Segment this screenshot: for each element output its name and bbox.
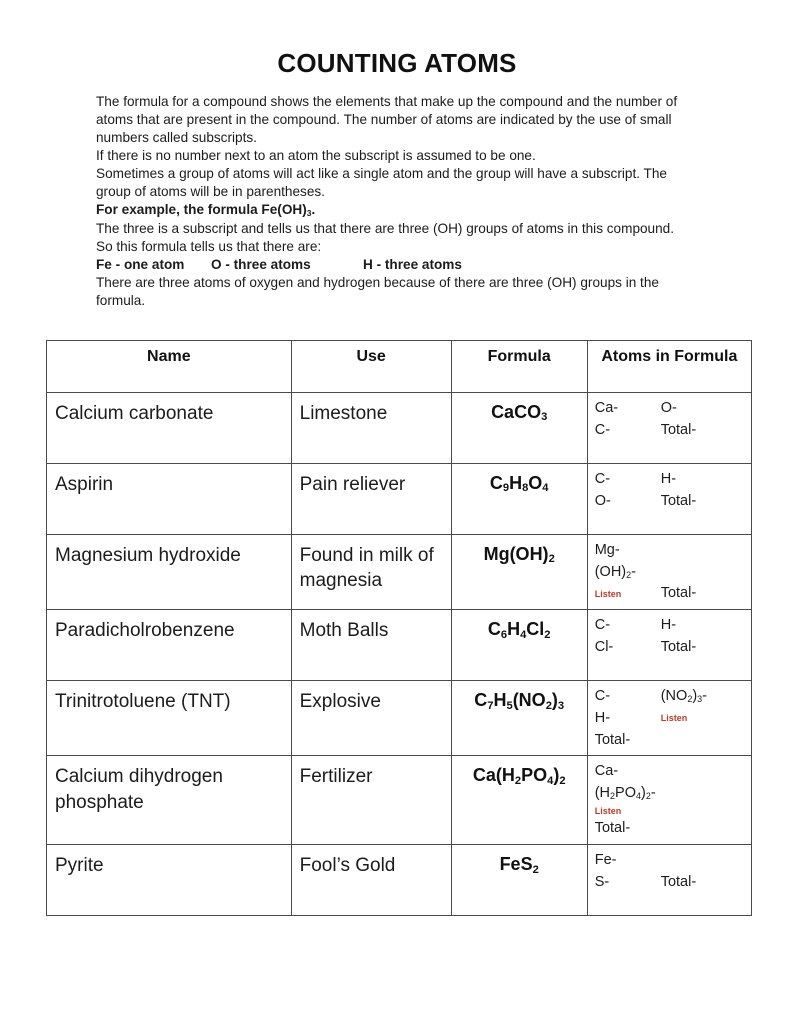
atoms-cell bbox=[587, 610, 751, 681]
atom-line bbox=[595, 637, 747, 659]
atom-count-label: Mg- bbox=[594, 541, 620, 558]
table-row bbox=[47, 610, 752, 681]
listen-link[interactable]: Listen bbox=[594, 805, 622, 816]
atom-count-label: H- bbox=[660, 470, 677, 487]
intro-paragraph-2: If there is no number next to an atom the subscript is assumed to be one. bbox=[96, 148, 536, 164]
atom-line bbox=[595, 783, 747, 805]
header-atoms-in-formula: Atoms in Formula bbox=[587, 340, 751, 392]
atom-count-label: Total- bbox=[660, 638, 697, 655]
atom-count-label: C- bbox=[594, 617, 611, 634]
atom-count-label: $(NO_2)_3-$ bbox=[660, 688, 707, 705]
atom-line bbox=[595, 540, 747, 562]
atom-line bbox=[595, 730, 747, 752]
atom-count-label: $(OH)_2-$ bbox=[594, 563, 636, 580]
atom-count-label: Total- bbox=[660, 585, 697, 602]
atom-count-label: Total- bbox=[660, 492, 697, 509]
atom-count-label: C- bbox=[594, 688, 611, 705]
atom-line bbox=[595, 805, 747, 819]
listen-link[interactable]: Listen bbox=[660, 713, 688, 724]
compound-name: Pyrite bbox=[47, 845, 292, 916]
compound-use: Explosive bbox=[291, 681, 451, 756]
compound-table-body bbox=[47, 392, 752, 915]
compound-formula: $C_6H_4Cl_2$ bbox=[451, 610, 587, 681]
intro-section bbox=[96, 93, 688, 310]
atom-line bbox=[595, 398, 747, 420]
intro-paragraph-1: The formula for a compound shows the elements that make up the compound and the number of atoms that are present in the compound. The number of atoms are indicated by the use of small numbers called subscripts. bbox=[96, 94, 678, 146]
atom-line bbox=[595, 761, 747, 783]
intro-paragraph-3: Sometimes a group of atoms will act like a single atom and the group will have a subscript. The group of atoms will be in parentheses. bbox=[96, 166, 667, 200]
table-row bbox=[47, 392, 752, 463]
atom-line bbox=[595, 818, 747, 840]
atoms-cell bbox=[587, 756, 751, 845]
compound-name: Calcium dihydrogen phosphate bbox=[47, 756, 292, 845]
compound-use: Fertilizer bbox=[291, 756, 451, 845]
compound-use: Moth Balls bbox=[291, 610, 451, 681]
atom-count-label: C- bbox=[594, 421, 611, 438]
atom-line bbox=[595, 583, 747, 605]
atoms-cell bbox=[587, 534, 751, 609]
atom-line bbox=[595, 708, 747, 730]
atom-line bbox=[595, 615, 747, 637]
atom-count-label: Cl- bbox=[594, 638, 614, 655]
atoms-cell bbox=[587, 681, 751, 756]
header-formula: Formula bbox=[451, 340, 587, 392]
atom-count-label: Fe- bbox=[594, 852, 617, 869]
table-row bbox=[47, 756, 752, 845]
atom-line bbox=[595, 562, 747, 584]
atom-line bbox=[595, 420, 747, 442]
compound-name: Trinitrotoluene (TNT) bbox=[47, 681, 292, 756]
atom-count-label: H- bbox=[660, 617, 677, 634]
atom-count-label: O- bbox=[594, 492, 611, 509]
atom-count-label: Ca- bbox=[594, 763, 619, 780]
table-row bbox=[47, 463, 752, 534]
atom-count-label: Total- bbox=[660, 421, 697, 438]
example-atom-count: O - three atoms bbox=[211, 256, 311, 272]
atom-count-label: H- bbox=[594, 709, 611, 726]
compound-name: Magnesium hydroxide bbox=[47, 534, 292, 609]
compound-use: Fool’s Gold bbox=[291, 845, 451, 916]
table-row bbox=[47, 845, 752, 916]
table-header-row bbox=[47, 340, 752, 392]
header-use: Use bbox=[291, 340, 451, 392]
compound-use: Found in milk of magnesia bbox=[291, 534, 451, 609]
table-row bbox=[47, 534, 752, 609]
atom-line bbox=[595, 491, 747, 513]
compound-name: Paradicholrobenzene bbox=[47, 610, 292, 681]
compound-use: Pain reliever bbox=[291, 463, 451, 534]
atom-line bbox=[595, 469, 747, 491]
compound-name: Calcium carbonate bbox=[47, 392, 292, 463]
atoms-cell bbox=[587, 463, 751, 534]
compound-formula: $C_7H_5(NO_2)_3$ bbox=[451, 681, 587, 756]
intro-paragraph-6: So this formula tells us that there are: bbox=[96, 238, 322, 254]
atom-count-label: S- bbox=[594, 873, 610, 890]
atom-count-label: Total- bbox=[660, 873, 697, 890]
compound-formula: $C_9H_8O_4$ bbox=[451, 463, 587, 534]
atoms-cell bbox=[587, 392, 751, 463]
page-title: COUNTING ATOMS bbox=[277, 48, 517, 78]
compound-table bbox=[46, 340, 752, 916]
compound-formula: $Mg(OH)_2$ bbox=[451, 534, 587, 609]
intro-paragraph-5: The three is a subscript and tells us that there are three (OH) groups of atoms in this compound. bbox=[96, 220, 675, 236]
example-atom-count: H - three atoms bbox=[363, 256, 462, 272]
atom-line bbox=[595, 686, 747, 708]
compound-formula: FeS$_2$ bbox=[451, 845, 587, 916]
atom-count-label: Ca- bbox=[594, 399, 619, 416]
example-formula-line: For example, the formula $Fe(OH)_3$. bbox=[96, 202, 316, 219]
listen-link[interactable]: Listen bbox=[594, 588, 622, 599]
atoms-cell bbox=[587, 845, 751, 916]
atom-count-label: Total- bbox=[594, 731, 631, 748]
compound-name: Aspirin bbox=[47, 463, 292, 534]
intro-paragraph-8: There are three atoms of oxygen and hydrogen because of there are three (OH) groups in the formula. bbox=[96, 274, 659, 308]
atom-line bbox=[595, 872, 747, 894]
atom-count-label: O- bbox=[660, 399, 677, 416]
compound-formula: $Ca(H_2PO_4)_2$ bbox=[451, 756, 587, 845]
example-atom-count: Fe - one atom bbox=[96, 256, 185, 272]
compound-formula: CaCO$_3$ bbox=[451, 392, 587, 463]
example-atoms-line bbox=[96, 256, 688, 274]
compound-use: Limestone bbox=[291, 392, 451, 463]
atom-count-label: $(H_2PO_4)_2-$ bbox=[594, 785, 656, 802]
atom-line bbox=[595, 850, 747, 872]
atom-count-label: C- bbox=[594, 470, 611, 487]
atom-count-label: Total- bbox=[594, 820, 631, 837]
header-name: Name bbox=[47, 340, 292, 392]
table-row bbox=[47, 681, 752, 756]
